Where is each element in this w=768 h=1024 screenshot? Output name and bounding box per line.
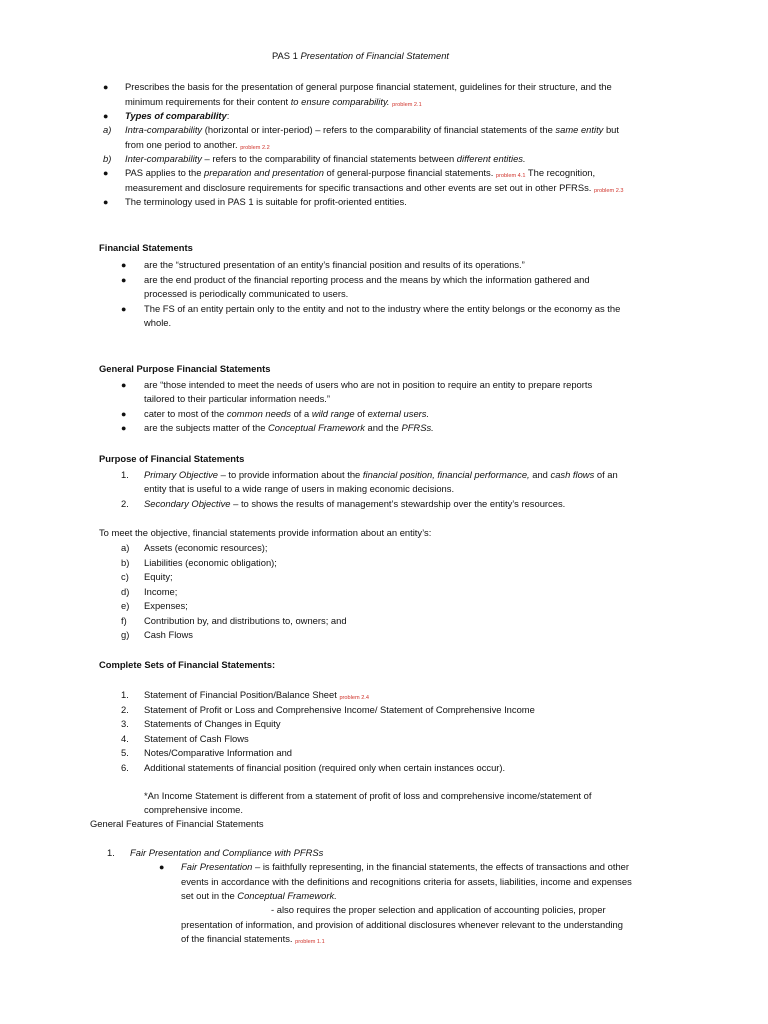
intro-item-a-cont: from one period to another. problem 2.2 <box>125 139 270 151</box>
problem-ref: problem 1.1 <box>295 939 325 945</box>
bullet-icon: ● <box>103 111 109 121</box>
gpfs-bullet-2: cater to most of the common needs of a wild range of external users. <box>144 408 430 419</box>
intro-bullet-4: The terminology used in PAS 1 is suitable for profit-oriented entities. <box>125 196 407 207</box>
intro-bullet-1: Prescribes the basis for the presentation of general purpose financial statement, guidelines for their structure, and the <box>125 81 612 92</box>
fair-presentation-line-6: of the financial statements. problem 1.1 <box>181 933 325 945</box>
section-heading-general-features: General Features of Financial Statements <box>90 818 264 829</box>
fair-presentation-line-5: presentation of information, and provision of additional disclosures whenever relevant to the understanding <box>181 919 623 930</box>
bullet-icon: ● <box>103 82 109 92</box>
fs-bullet-3-cont: whole. <box>144 317 172 328</box>
intro-item-a: Intra-comparability (horizontal or inter-period) – refers to the comparability of financial statements of the same entity but <box>125 124 619 135</box>
purpose-item-1: Primary Objective – to provide information about the financial position, financial performance, and cash flows of an <box>144 469 618 480</box>
list-marker: f) <box>121 614 127 626</box>
section-heading-complete-sets: Complete Sets of Financial Statements: <box>99 659 276 670</box>
fs-bullet-2: are the end product of the financial reporting process and the means by which the information gathered and <box>144 274 590 285</box>
objective-item: Assets (economic resources); <box>144 542 268 553</box>
intro-item-b: Inter-comparability – refers to the comparability of financial statements between different entities. <box>125 153 526 164</box>
intro-bullet-3-cont: measurement and disclosure requirements for specific transactions and other events are set out in other PFRSs. problem 2.3 <box>125 182 624 194</box>
complete-set-item: Notes/Comparative Information and <box>144 747 292 758</box>
income-statement-note: *An Income Statement is different from a statement of profit of loss and comprehensive income/statement of <box>144 790 592 801</box>
bullet-icon: ● <box>159 862 165 872</box>
list-marker: b) <box>121 556 130 568</box>
fair-presentation-line-4: - also requires the proper selection and application of accounting policies, proper <box>271 904 606 915</box>
objective-item: Cash Flows <box>144 629 193 640</box>
bullet-icon: ● <box>121 275 127 285</box>
objective-intro: To meet the objective, financial statements provide information about an entity’s: <box>99 527 432 538</box>
bullet-icon: ● <box>103 197 109 207</box>
list-marker: 4. <box>121 732 129 744</box>
problem-ref: problem 4.1 <box>495 173 526 179</box>
fair-presentation-line-3: set out in the Conceptual Framework. <box>181 890 337 901</box>
fs-bullet-2-cont: processed is periodically communicated to users. <box>144 288 349 299</box>
bullet-icon: ● <box>103 168 109 178</box>
purpose-item-1-cont: entity that is useful to a wide range of users in making economic decisions. <box>144 483 455 494</box>
intro-bullet-3: PAS applies to the preparation and presentation of general-purpose financial statements. problem 4.1 The recognition, <box>125 167 596 179</box>
list-marker: e) <box>121 600 130 611</box>
section-heading-financial-statements: Financial Statements <box>99 242 193 253</box>
list-marker: 5. <box>121 747 129 758</box>
list-marker: 2. <box>121 703 129 715</box>
objective-item: Expenses; <box>144 600 188 611</box>
bullet-icon: ● <box>121 380 127 390</box>
fs-bullet-1: are the “structured presentation of an entity’s financial position and results of its operations.” <box>144 259 525 270</box>
list-marker: a) <box>121 542 130 553</box>
fair-presentation-line-2: events in accordance with the definitions and recognitions criteria for assets, liabilities, income and expenses <box>181 876 632 887</box>
list-marker: 1. <box>121 469 129 480</box>
bullet-icon: ● <box>121 423 127 433</box>
list-marker: 6. <box>121 761 129 773</box>
list-marker: 1. <box>121 689 129 700</box>
fair-presentation-line-1: Fair Presentation – is faithfully representing, in the financial statements, the effects of transactions and other <box>181 861 629 872</box>
intro-bullet-2: Types of comparability: <box>125 110 230 121</box>
gpfs-bullet-1-cont: tailored to their particular information needs.” <box>144 393 331 404</box>
bullet-icon: ● <box>121 260 127 270</box>
problem-ref: problem 2.2 <box>240 145 270 151</box>
fs-bullet-3: The FS of an entity pertain only to the entity and not to the industry where the entity belongs or the economy as the <box>144 303 621 314</box>
purpose-item-2: Secondary Objective – to shows the results of management’s stewardship over the entity’s resources. <box>144 498 566 509</box>
page-title: PAS 1 Presentation of Financial Statement <box>272 50 450 61</box>
problem-ref: problem 2.3 <box>593 188 624 194</box>
income-statement-note-cont: comprehensive income. <box>144 804 244 815</box>
list-marker: a) <box>103 124 112 135</box>
list-marker: g) <box>121 629 130 640</box>
problem-ref: problem 2.1 <box>392 102 422 108</box>
objective-item: Liabilities (economic obligation); <box>144 556 277 568</box>
complete-set-item: Statement of Profit or Loss and Comprehensive Income/ Statement of Comprehensive Income <box>144 703 535 715</box>
list-marker: c) <box>121 571 129 582</box>
list-marker: d) <box>121 585 130 597</box>
list-marker: b) <box>103 153 112 164</box>
gpfs-bullet-3: are the subjects matter of the Conceptual Framework and the PFRSs. <box>144 422 434 433</box>
section-heading-gpfs: General Purpose Financial Statements <box>99 363 271 374</box>
objective-item: Equity; <box>144 571 173 582</box>
gpfs-bullet-1: are “those intended to meet the needs of users who are not in position to require an entity to prepare reports <box>144 379 593 390</box>
intro-bullet-1-cont: minimum requirements for their content to ensure comparability. problem 2.1 <box>125 96 422 108</box>
complete-set-item: Statement of Cash Flows <box>144 732 249 744</box>
list-marker: 3. <box>121 718 129 729</box>
list-marker: 1. <box>107 847 115 858</box>
list-marker: 2. <box>121 498 129 509</box>
bullet-icon: ● <box>121 304 127 314</box>
bullet-icon: ● <box>121 409 127 419</box>
problem-ref: problem 2.4 <box>339 695 369 701</box>
objective-item: Contribution by, and distributions to, owners; and <box>144 614 347 626</box>
complete-set-item: Additional statements of financial position (required only when certain instances occur). <box>144 761 506 773</box>
general-item-1: Fair Presentation and Compliance with PFRSs <box>130 847 324 858</box>
complete-set-item: Statement of Financial Position/Balance Sheet problem 2.4 <box>144 689 369 701</box>
complete-set-item: Statements of Changes in Equity <box>144 718 281 729</box>
objective-item: Income; <box>144 585 178 597</box>
section-heading-purpose: Purpose of Financial Statements <box>99 453 245 464</box>
